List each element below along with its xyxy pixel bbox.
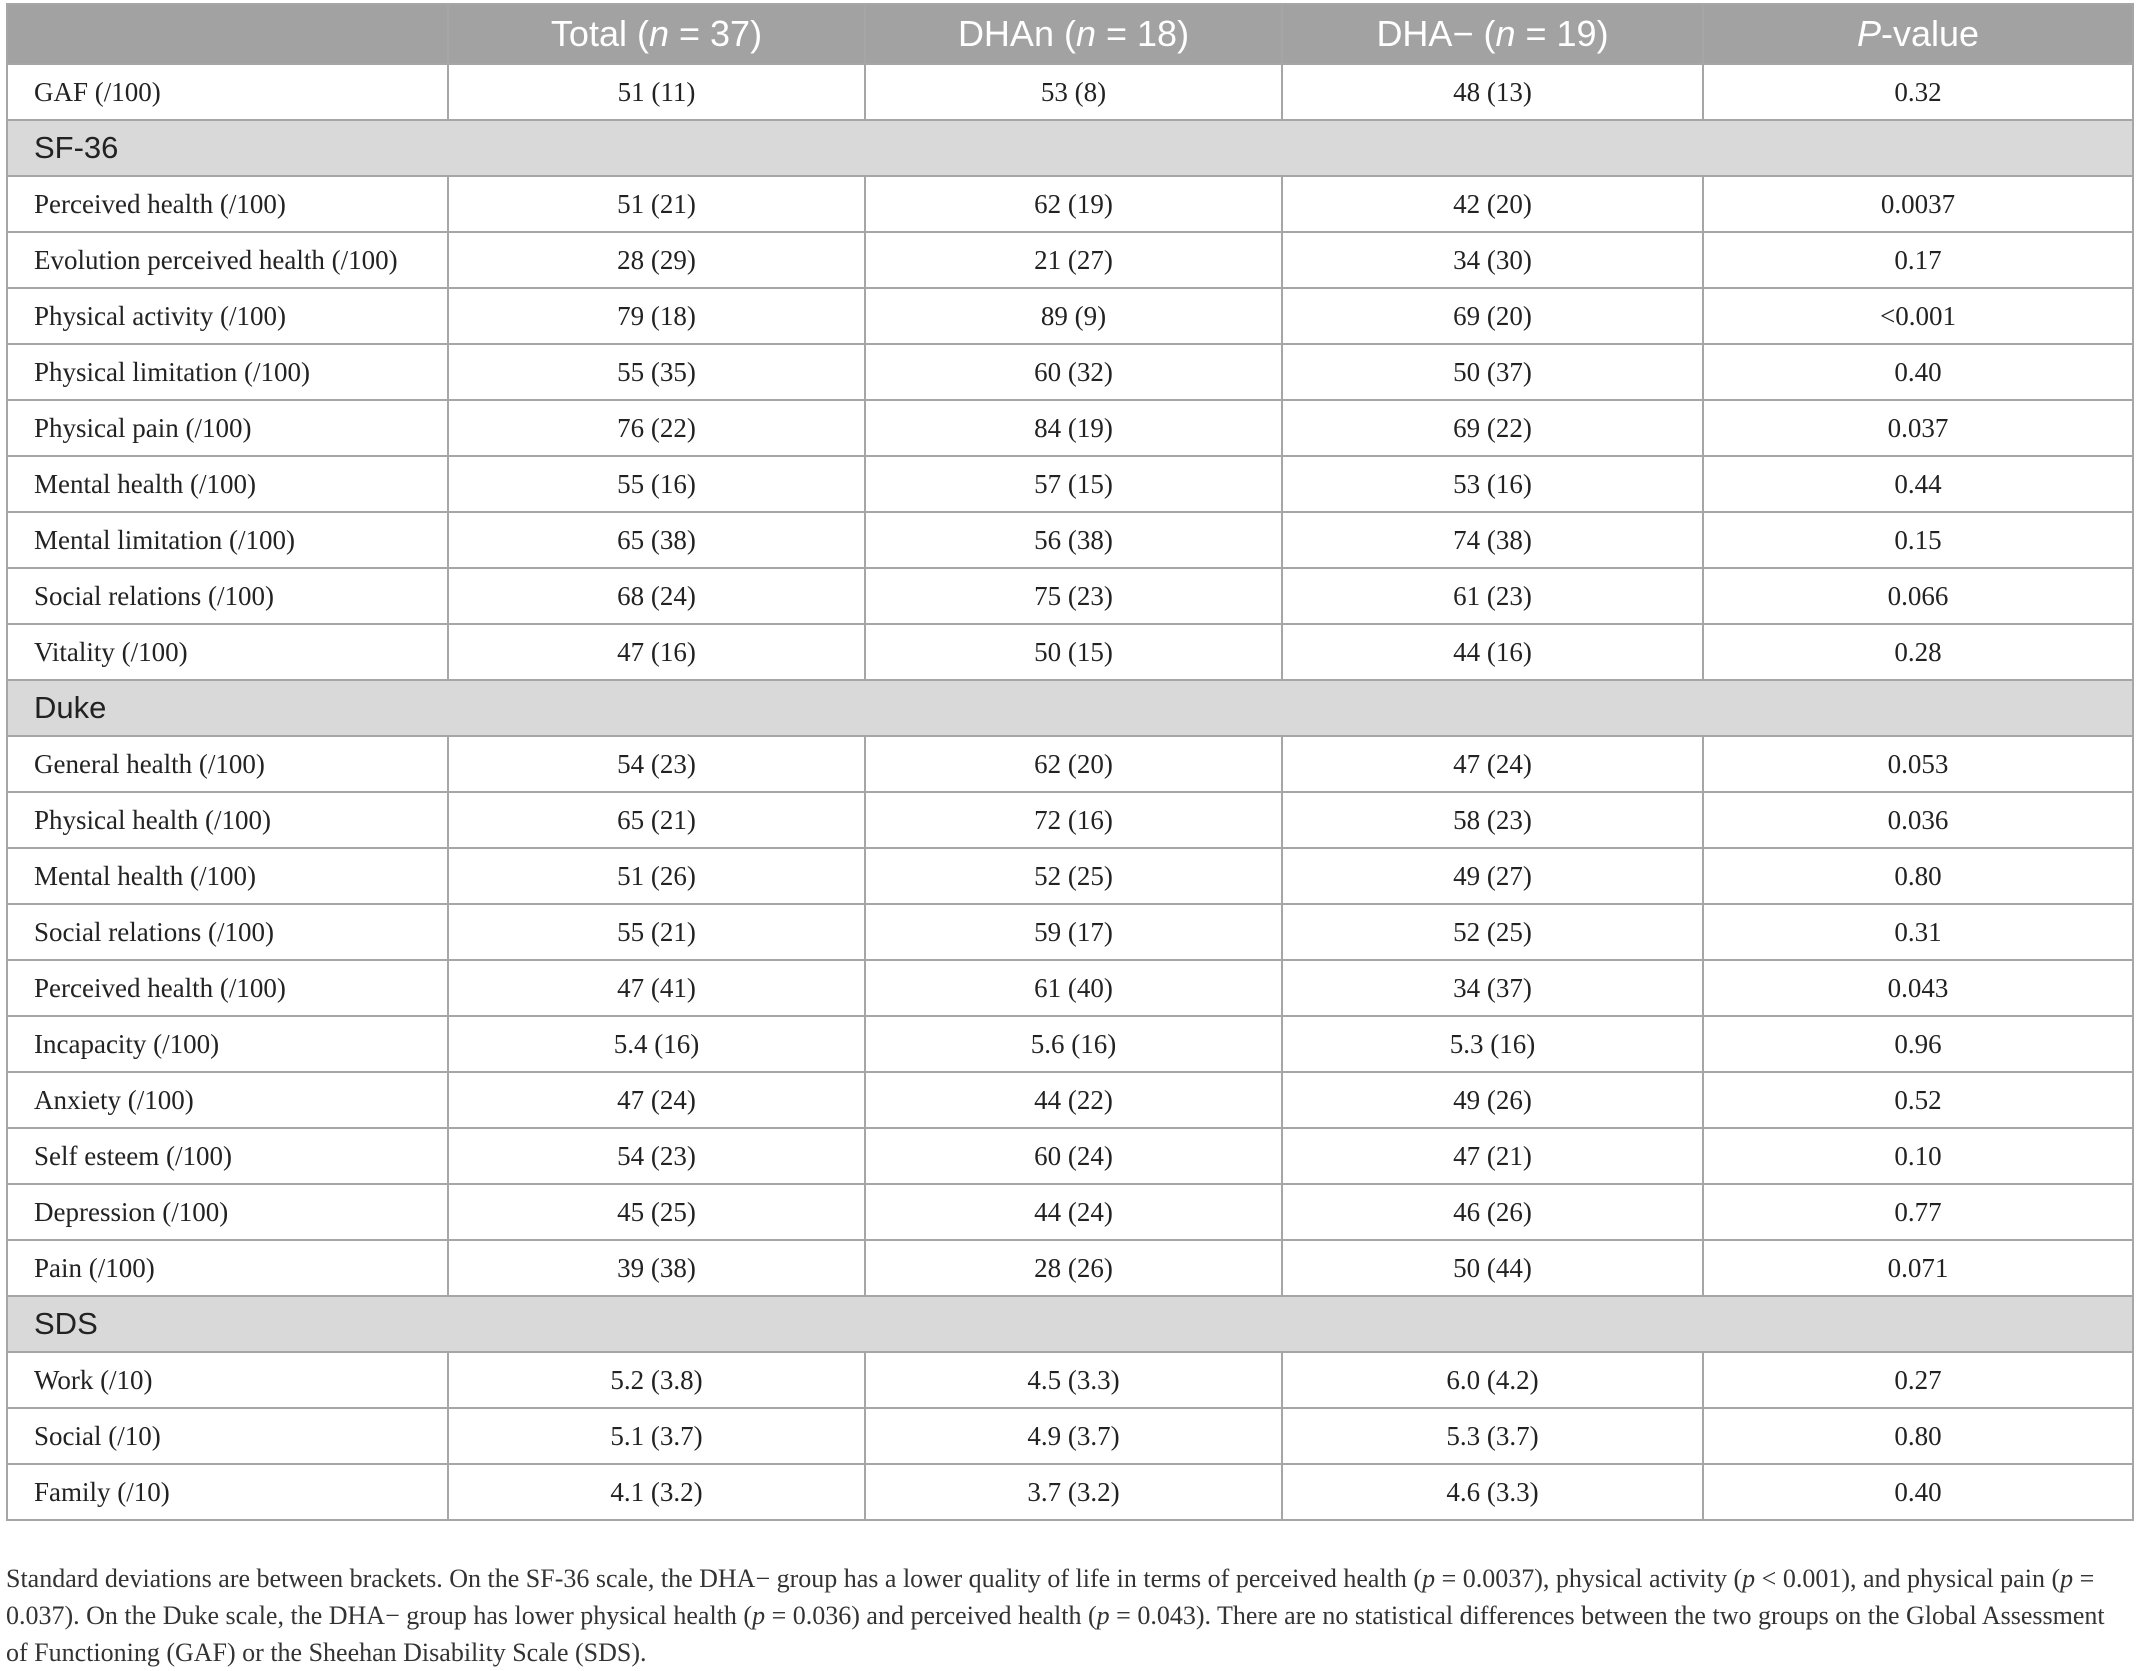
p-value: 0.28 — [1703, 624, 2133, 680]
dha-minus-value: 49 (27) — [1282, 848, 1703, 904]
total-value: 47 (24) — [448, 1072, 865, 1128]
results-table — [6, 3, 2134, 1521]
p-value: 0.77 — [1703, 1184, 2133, 1240]
total-value: 54 (23) — [448, 736, 865, 792]
table-row — [7, 512, 2133, 568]
dhan-value: 50 (15) — [865, 624, 1282, 680]
total-value: 55 (21) — [448, 904, 865, 960]
header-total — [448, 4, 865, 64]
dhan-value: 72 (16) — [865, 792, 1282, 848]
row-label: Social relations (/100) — [7, 568, 448, 624]
row-label: General health (/100) — [7, 736, 448, 792]
total-value: 5.2 (3.8) — [448, 1352, 865, 1408]
dha-minus-value: 5.3 (16) — [1282, 1016, 1703, 1072]
dhan-value: 84 (19) — [865, 400, 1282, 456]
caption-text: Standard deviations are between brackets. On the SF-36 scale, the DHA− group has a lower quality of life in terms of perceived health ( — [6, 1564, 1423, 1593]
caption-text: = 0.037). On the Duke scale, the DHA− group has lower physical health ( — [6, 1564, 2095, 1630]
header-dhan-italic: n — [1075, 13, 1096, 54]
p-value: 0.071 — [1703, 1240, 2133, 1296]
table-row — [7, 960, 2133, 1016]
total-value: 47 (16) — [448, 624, 865, 680]
header-dhan-text: DHAn ( — [957, 13, 1076, 54]
row-label: Perceived health (/100) — [7, 960, 448, 1016]
dhan-value: 62 (19) — [865, 176, 1282, 232]
table-row — [7, 1184, 2133, 1240]
table-row — [7, 1016, 2133, 1072]
dha-minus-value: 69 (20) — [1282, 288, 1703, 344]
total-value: 54 (23) — [448, 1128, 865, 1184]
row-label: GAF (/100) — [7, 64, 448, 120]
caption-italic: p — [1096, 1601, 1110, 1630]
p-value: 0.15 — [1703, 512, 2133, 568]
dhan-value: 4.5 (3.3) — [865, 1352, 1282, 1408]
header-p-value — [1703, 4, 2133, 64]
dhan-value: 61 (40) — [865, 960, 1282, 1016]
table-row — [7, 456, 2133, 512]
dhan-value: 89 (9) — [865, 288, 1282, 344]
p-value: 0.52 — [1703, 1072, 2133, 1128]
table-row — [7, 1240, 2133, 1296]
section-row-duke — [7, 680, 2133, 736]
caption-text: = 0.0037), physical activity ( — [1435, 1564, 1743, 1593]
table-row — [7, 904, 2133, 960]
section-title: SDS — [7, 1296, 2133, 1352]
total-value: 55 (35) — [448, 344, 865, 400]
table-row — [7, 1352, 2133, 1408]
header-dha-minus-text-end: = 19) — [1515, 13, 1609, 54]
header-total-text: Total ( — [550, 13, 649, 54]
dha-minus-value: 5.3 (3.7) — [1282, 1408, 1703, 1464]
p-value: <0.001 — [1703, 288, 2133, 344]
dhan-value: 21 (27) — [865, 232, 1282, 288]
total-value: 51 (21) — [448, 176, 865, 232]
total-value: 65 (38) — [448, 512, 865, 568]
p-value: 0.043 — [1703, 960, 2133, 1016]
row-label: Physical health (/100) — [7, 792, 448, 848]
row-label: Physical activity (/100) — [7, 288, 448, 344]
p-value: 0.40 — [1703, 1464, 2133, 1520]
row-label: Mental health (/100) — [7, 456, 448, 512]
dhan-value: 4.9 (3.7) — [865, 1408, 1282, 1464]
dha-minus-value: 50 (44) — [1282, 1240, 1703, 1296]
p-value: 0.036 — [1703, 792, 2133, 848]
dha-minus-value: 46 (26) — [1282, 1184, 1703, 1240]
caption-italic: p — [2060, 1564, 2074, 1593]
total-value: 68 (24) — [448, 568, 865, 624]
dha-minus-value: 48 (13) — [1282, 64, 1703, 120]
header-blank — [7, 4, 448, 64]
row-label: Physical limitation (/100) — [7, 344, 448, 400]
header-total-text-end: = 37) — [669, 13, 763, 54]
dha-minus-value: 47 (21) — [1282, 1128, 1703, 1184]
dhan-value: 52 (25) — [865, 848, 1282, 904]
total-value: 5.4 (16) — [448, 1016, 865, 1072]
dhan-value: 44 (22) — [865, 1072, 1282, 1128]
p-value: 0.44 — [1703, 456, 2133, 512]
row-label: Vitality (/100) — [7, 624, 448, 680]
p-value: 0.80 — [1703, 1408, 2133, 1464]
table-row — [7, 1464, 2133, 1520]
table-row — [7, 176, 2133, 232]
caption-italic: p — [1742, 1564, 1756, 1593]
table-row — [7, 288, 2133, 344]
total-value: 4.1 (3.2) — [448, 1464, 865, 1520]
dhan-value: 3.7 (3.2) — [865, 1464, 1282, 1520]
p-value: 0.066 — [1703, 568, 2133, 624]
table-row — [7, 1128, 2133, 1184]
dhan-value: 59 (17) — [865, 904, 1282, 960]
total-value: 76 (22) — [448, 400, 865, 456]
dha-minus-value: 74 (38) — [1282, 512, 1703, 568]
dha-minus-value: 6.0 (4.2) — [1282, 1352, 1703, 1408]
caption-text: = 0.036) and perceived health ( — [765, 1601, 1097, 1630]
p-value: 0.10 — [1703, 1128, 2133, 1184]
p-value: 0.053 — [1703, 736, 2133, 792]
table-row — [7, 624, 2133, 680]
dhan-value: 5.6 (16) — [865, 1016, 1282, 1072]
total-value: 47 (41) — [448, 960, 865, 1016]
dhan-value: 57 (15) — [865, 456, 1282, 512]
table-row — [7, 64, 2133, 120]
p-value: 0.037 — [1703, 400, 2133, 456]
row-label: Pain (/100) — [7, 1240, 448, 1296]
dha-minus-value: 49 (26) — [1282, 1072, 1703, 1128]
header-dhan-text-end: = 18) — [1096, 13, 1190, 54]
dha-minus-value: 4.6 (3.3) — [1282, 1464, 1703, 1520]
dhan-value: 60 (24) — [865, 1128, 1282, 1184]
row-label: Social relations (/100) — [7, 904, 448, 960]
dhan-value: 56 (38) — [865, 512, 1282, 568]
table-row — [7, 400, 2133, 456]
table-row — [7, 792, 2133, 848]
row-label: Perceived health (/100) — [7, 176, 448, 232]
table-row — [7, 848, 2133, 904]
header-p-value-text-end: -value — [1880, 13, 1980, 54]
table-row — [7, 1408, 2133, 1464]
header-p-value-italic: P — [1856, 13, 1881, 54]
dhan-value: 53 (8) — [865, 64, 1282, 120]
total-value: 51 (26) — [448, 848, 865, 904]
p-value: 0.27 — [1703, 1352, 2133, 1408]
p-value: 0.40 — [1703, 344, 2133, 400]
p-value: 0.32 — [1703, 64, 2133, 120]
p-value: 0.17 — [1703, 232, 2133, 288]
header-dha-minus-italic: n — [1495, 13, 1516, 54]
dha-minus-value: 42 (20) — [1282, 176, 1703, 232]
dha-minus-value: 44 (16) — [1282, 624, 1703, 680]
table-body — [7, 64, 2133, 1520]
total-value: 39 (38) — [448, 1240, 865, 1296]
dha-minus-value: 52 (25) — [1282, 904, 1703, 960]
header-total-italic: n — [648, 13, 669, 54]
section-row-sds — [7, 1296, 2133, 1352]
dha-minus-value: 47 (24) — [1282, 736, 1703, 792]
total-value: 5.1 (3.7) — [448, 1408, 865, 1464]
row-label: Family (/10) — [7, 1464, 448, 1520]
dhan-value: 62 (20) — [865, 736, 1282, 792]
dha-minus-value: 61 (23) — [1282, 568, 1703, 624]
header-dha-minus-text: DHA− ( — [1376, 13, 1496, 54]
caption-text: = 0.043). There are no statistical differences between the two groups on the Global Assessment of Functioning (GAF) or the Sheehan Disability Scale (SDS). — [6, 1601, 2105, 1667]
caption-text: < 0.001), and physical pain ( — [1755, 1564, 2061, 1593]
dha-minus-value: 53 (16) — [1282, 456, 1703, 512]
row-label: Mental health (/100) — [7, 848, 448, 904]
row-label: Physical pain (/100) — [7, 400, 448, 456]
total-value: 51 (11) — [448, 64, 865, 120]
total-value: 79 (18) — [448, 288, 865, 344]
row-label: Self esteem (/100) — [7, 1128, 448, 1184]
dhan-value: 75 (23) — [865, 568, 1282, 624]
total-value: 45 (25) — [448, 1184, 865, 1240]
section-row-sf36 — [7, 120, 2133, 176]
header-dha-minus — [1282, 4, 1703, 64]
table-row — [7, 736, 2133, 792]
section-title: SF-36 — [7, 120, 2133, 176]
p-value: 0.0037 — [1703, 176, 2133, 232]
dhan-value: 60 (32) — [865, 344, 1282, 400]
results-table-container — [6, 3, 2132, 1521]
caption-italic: p — [752, 1601, 766, 1630]
table-row — [7, 344, 2133, 400]
table-header-row — [7, 4, 2133, 64]
caption-italic: p — [1422, 1564, 1436, 1593]
dhan-value: 44 (24) — [865, 1184, 1282, 1240]
total-value: 28 (29) — [448, 232, 865, 288]
dha-minus-value: 50 (37) — [1282, 344, 1703, 400]
p-value: 0.96 — [1703, 1016, 2133, 1072]
table-row — [7, 568, 2133, 624]
p-value: 0.80 — [1703, 848, 2133, 904]
p-value: 0.31 — [1703, 904, 2133, 960]
row-label: Incapacity (/100) — [7, 1016, 448, 1072]
dha-minus-value: 58 (23) — [1282, 792, 1703, 848]
section-title: Duke — [7, 680, 2133, 736]
dha-minus-value: 34 (30) — [1282, 232, 1703, 288]
header-dhan — [865, 4, 1282, 64]
table-row — [7, 1072, 2133, 1128]
dha-minus-value: 69 (22) — [1282, 400, 1703, 456]
row-label: Mental limitation (/100) — [7, 512, 448, 568]
table-row — [7, 232, 2133, 288]
total-value: 55 (16) — [448, 456, 865, 512]
table-caption — [6, 1560, 2130, 1671]
dha-minus-value: 34 (37) — [1282, 960, 1703, 1016]
row-label: Depression (/100) — [7, 1184, 448, 1240]
row-label: Social (/10) — [7, 1408, 448, 1464]
row-label: Work (/10) — [7, 1352, 448, 1408]
row-label: Anxiety (/100) — [7, 1072, 448, 1128]
dhan-value: 28 (26) — [865, 1240, 1282, 1296]
total-value: 65 (21) — [448, 792, 865, 848]
row-label: Evolution perceived health (/100) — [7, 232, 448, 288]
